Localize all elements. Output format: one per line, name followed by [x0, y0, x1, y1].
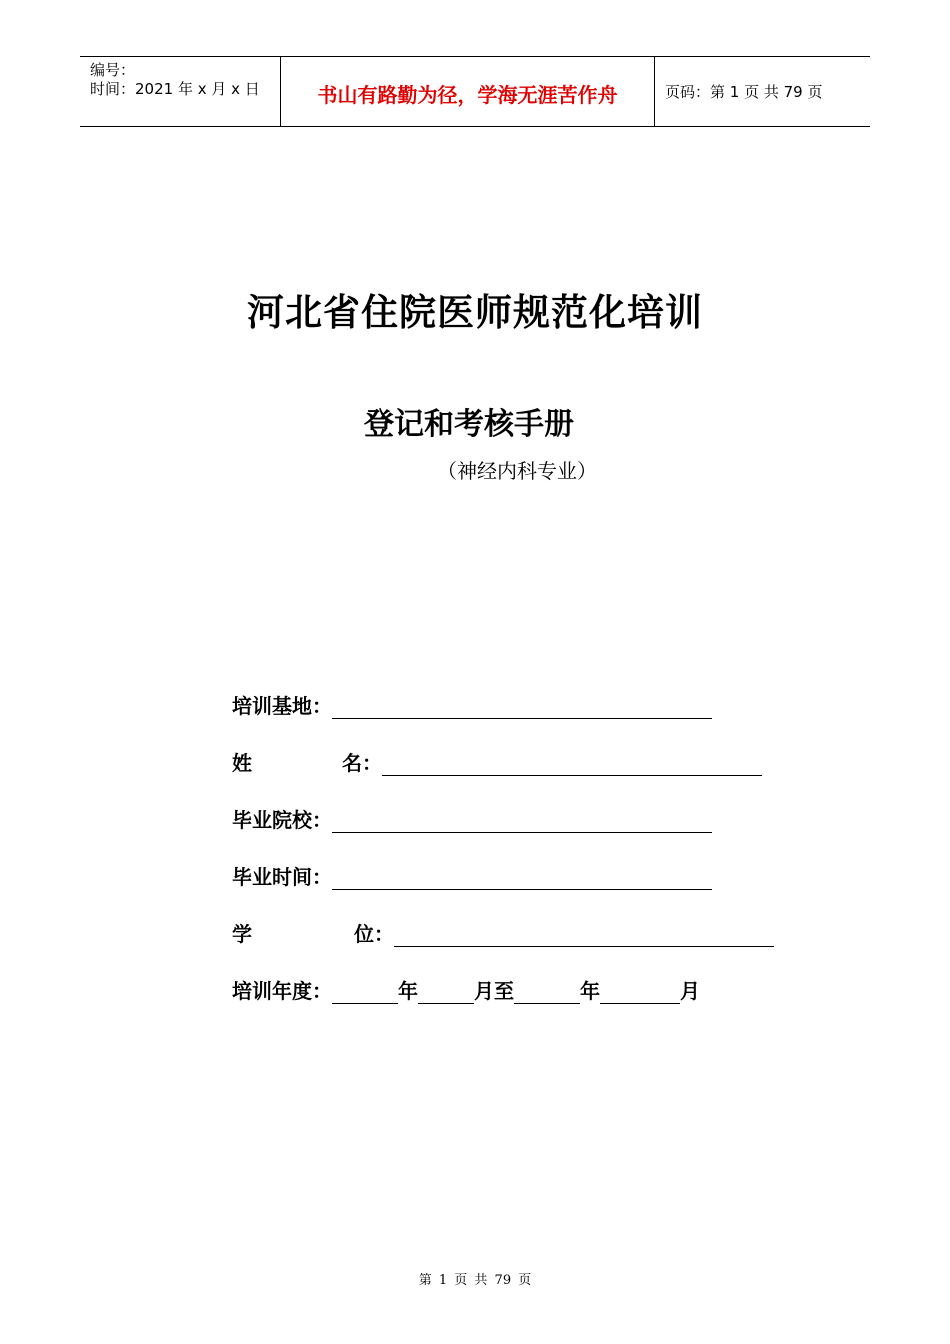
end-year-field[interactable]	[514, 981, 580, 1004]
month-unit-end: 月	[680, 979, 700, 1003]
degree-row	[232, 918, 774, 948]
training-year-row	[232, 975, 700, 1005]
degree-field[interactable]	[394, 924, 774, 947]
end-month-field[interactable]	[600, 981, 680, 1004]
name-label-second: 名：	[342, 751, 382, 775]
training-base-row	[232, 690, 712, 720]
grad-time-label: 毕业时间：	[232, 865, 332, 889]
school-row	[232, 804, 712, 834]
start-year-field[interactable]	[332, 981, 398, 1004]
year-unit-2: 年	[580, 979, 600, 1003]
month-to-label: 月至	[474, 979, 514, 1003]
grad-time-row	[232, 861, 712, 891]
header-motto: 书山有路勤为径，学海无涯苦作舟	[281, 57, 655, 126]
start-month-field[interactable]	[418, 981, 474, 1004]
grad-time-field[interactable]	[332, 867, 712, 890]
time-label: 时间：2021 年 x 月 x 日	[90, 80, 260, 98]
degree-label-second: 位：	[354, 922, 394, 946]
main-title: 河北省住院医师规范化培训	[247, 291, 703, 334]
year-unit-1: 年	[398, 979, 418, 1003]
school-label: 毕业院校：	[232, 808, 332, 832]
page-footer: 第 1 页 共 79 页	[418, 1273, 532, 1288]
training-base-label: 培训基地：	[232, 694, 332, 718]
training-base-field[interactable]	[332, 696, 712, 719]
degree-label-first: 学	[232, 922, 252, 946]
sub-title: 登记和考核手册	[364, 407, 574, 442]
name-row	[232, 747, 762, 777]
header-meta	[80, 57, 281, 126]
name-field[interactable]	[382, 753, 762, 776]
header-page-label: 页码：第 1 页 共 79 页	[665, 83, 823, 101]
school-field[interactable]	[332, 810, 712, 833]
name-label-first: 姓	[232, 751, 252, 775]
document-header	[80, 56, 870, 127]
number-label: 编号：	[90, 61, 136, 79]
training-year-label: 培训年度：	[232, 979, 332, 1003]
specialty-label: （神经内科专业）	[437, 459, 597, 483]
